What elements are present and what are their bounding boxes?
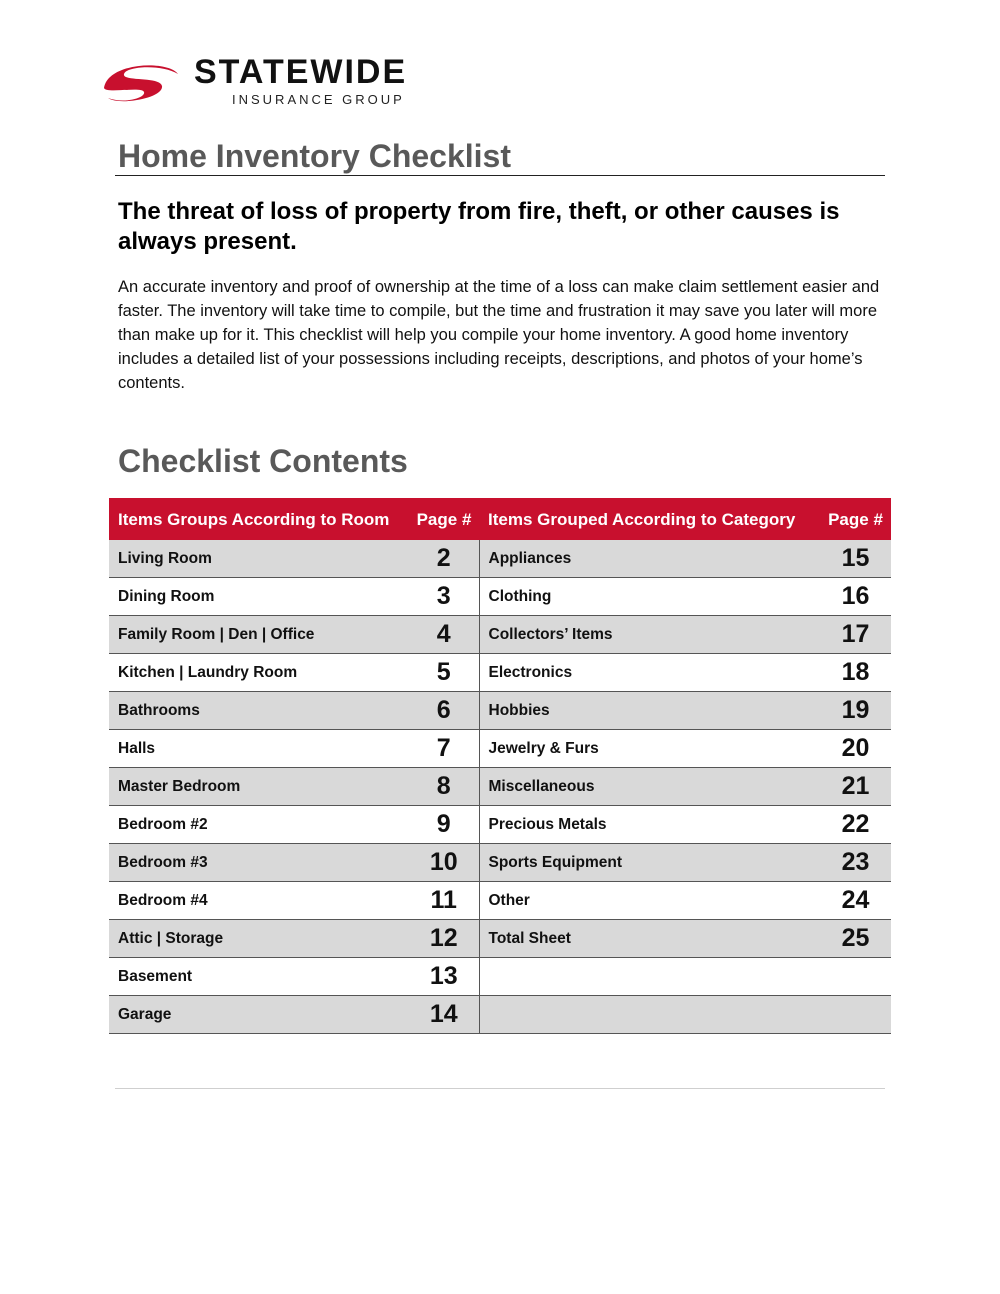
category-page-number: 17 xyxy=(820,616,891,654)
room-name: Basement xyxy=(109,958,409,996)
category-name: Precious Metals xyxy=(479,806,820,844)
category-name: Clothing xyxy=(479,578,820,616)
footer-divider xyxy=(115,1088,885,1089)
category-name xyxy=(479,996,820,1034)
table-row xyxy=(109,920,891,958)
room-name: Family Room | Den | Office xyxy=(109,616,409,654)
room-name: Bedroom #2 xyxy=(109,806,409,844)
category-page-number xyxy=(820,996,891,1034)
company-logo xyxy=(102,53,472,112)
room-page-number: 11 xyxy=(409,882,479,920)
document-title: Home Inventory Checklist xyxy=(118,138,511,174)
room-page-column-header: Page # xyxy=(409,498,479,540)
brand-subtitle: INSURANCE GROUP xyxy=(232,92,405,107)
table-row xyxy=(109,578,891,616)
category-page-column-header: Page # xyxy=(820,498,891,540)
table-row xyxy=(109,882,891,920)
title-divider xyxy=(115,175,885,176)
category-page-number: 15 xyxy=(820,540,891,578)
table-row xyxy=(109,654,891,692)
room-page-number: 5 xyxy=(409,654,479,692)
room-page-number: 13 xyxy=(409,958,479,996)
category-page-number: 23 xyxy=(820,844,891,882)
category-page-number: 22 xyxy=(820,806,891,844)
room-name: Master Bedroom xyxy=(109,768,409,806)
category-page-number: 20 xyxy=(820,730,891,768)
table-row xyxy=(109,768,891,806)
category-page-number xyxy=(820,958,891,996)
room-page-number: 10 xyxy=(409,844,479,882)
category-page-number: 19 xyxy=(820,692,891,730)
table-header-row xyxy=(109,498,891,540)
table-row xyxy=(109,806,891,844)
room-page-number: 14 xyxy=(409,996,479,1034)
table-row xyxy=(109,844,891,882)
category-name: Collectors’ Items xyxy=(479,616,820,654)
statewide-logo-icon xyxy=(102,58,182,106)
brand-name: STATEWIDE xyxy=(194,53,408,91)
category-page-number: 18 xyxy=(820,654,891,692)
room-name: Living Room xyxy=(109,540,409,578)
room-name: Dining Room xyxy=(109,578,409,616)
checklist-contents-table xyxy=(109,498,891,1034)
category-name xyxy=(479,958,820,996)
category-name: Miscellaneous xyxy=(479,768,820,806)
room-page-number: 6 xyxy=(409,692,479,730)
room-page-number: 12 xyxy=(409,920,479,958)
room-page-number: 7 xyxy=(409,730,479,768)
room-name: Bedroom #3 xyxy=(109,844,409,882)
room-page-number: 2 xyxy=(409,540,479,578)
table-row xyxy=(109,540,891,578)
room-name: Halls xyxy=(109,730,409,768)
room-name: Garage xyxy=(109,996,409,1034)
room-name: Attic | Storage xyxy=(109,920,409,958)
room-column-header: Items Groups According to Room xyxy=(109,498,409,540)
category-page-number: 21 xyxy=(820,768,891,806)
room-page-number: 4 xyxy=(409,616,479,654)
category-page-number: 25 xyxy=(820,920,891,958)
table-row xyxy=(109,616,891,654)
room-name: Bedroom #4 xyxy=(109,882,409,920)
room-page-number: 8 xyxy=(409,768,479,806)
category-name: Jewelry & Furs xyxy=(479,730,820,768)
room-page-number: 3 xyxy=(409,578,479,616)
category-page-number: 16 xyxy=(820,578,891,616)
category-page-number: 24 xyxy=(820,882,891,920)
category-name: Electronics xyxy=(479,654,820,692)
room-name: Bathrooms xyxy=(109,692,409,730)
room-name: Kitchen | Laundry Room xyxy=(109,654,409,692)
table-row xyxy=(109,692,891,730)
category-column-header: Items Grouped According to Category xyxy=(479,498,820,540)
intro-paragraph: An accurate inventory and proof of ownership at the time of a loss can make claim settlement easier and faster. The inventory will take time to compile, but the time and frustration it may save you later will more than make up for it. This checklist will help you compile your home inventory. A good home inventory includes a detailed list of your possessions including receipts, descriptions, and photos of your home’s contents. xyxy=(118,278,880,392)
room-page-number: 9 xyxy=(409,806,479,844)
table-row xyxy=(109,958,891,996)
category-name: Hobbies xyxy=(479,692,820,730)
table-row xyxy=(109,996,891,1034)
table-row xyxy=(109,730,891,768)
category-name: Other xyxy=(479,882,820,920)
category-name: Total Sheet xyxy=(479,920,820,958)
lead-statement: The threat of loss of property from fire, theft, or other causes is always present. xyxy=(118,198,840,255)
category-name: Appliances xyxy=(479,540,820,578)
section-title: Checklist Contents xyxy=(118,443,408,479)
category-name: Sports Equipment xyxy=(479,844,820,882)
